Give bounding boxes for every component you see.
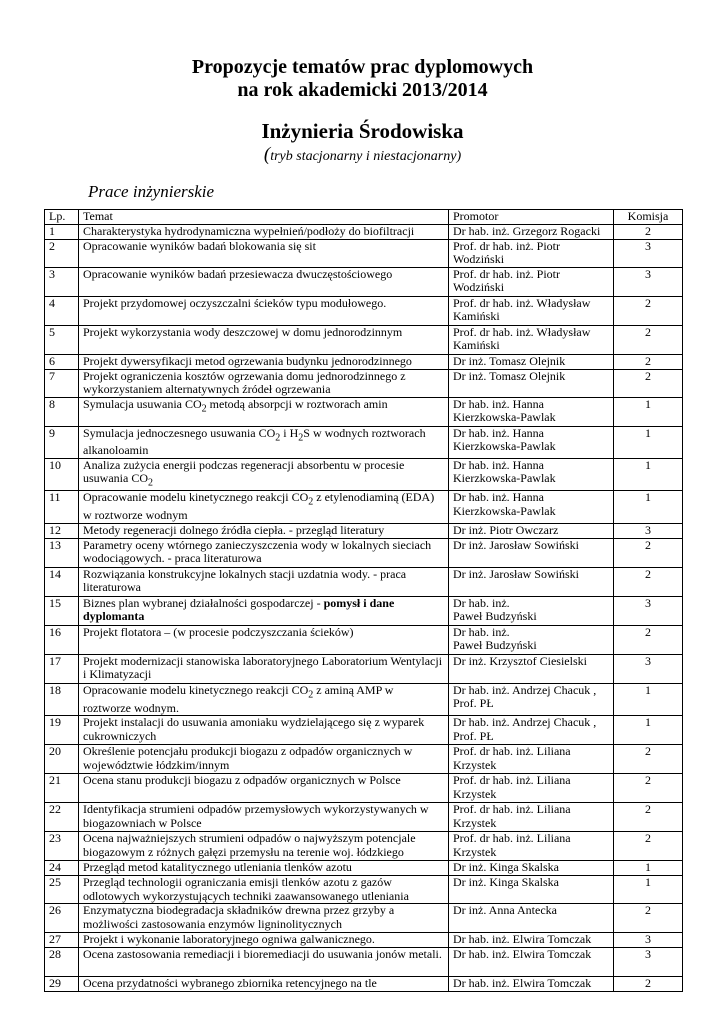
row-promoter: Prof. dr hab. inż. Liliana Krzystek: [449, 803, 614, 832]
row-topic: Projekt dywersyfikacji metod ogrzewania budynku jednorodzinnego: [79, 354, 449, 369]
row-topic: Opracowanie wyników badań przesiewacza dwuczęstościowego: [79, 267, 449, 296]
row-lp: 1: [45, 224, 79, 239]
row-promoter: Dr hab. inż. Grzegorz Rogacki: [449, 224, 614, 239]
row-committee: 2: [614, 904, 683, 933]
table-row: [45, 325, 683, 354]
row-lp: 28: [45, 948, 79, 977]
row-topic: Ocena zastosowania remediacji i bioremediacji do usuwania jonów metali.: [79, 948, 449, 977]
topic-part: i H: [280, 425, 299, 440]
table-row: [45, 933, 683, 948]
table-row: [45, 654, 683, 683]
row-topic: Projekt flotatora – (w procesie podczyszczania ścieków): [79, 625, 449, 654]
header-topic: Temat: [79, 210, 449, 225]
row-committee: 2: [614, 832, 683, 861]
promoter-line: Paweł Budzyński: [453, 609, 537, 624]
faculty-name: Inżynieria Środowiska: [261, 119, 464, 143]
table-header-row: [45, 210, 683, 225]
row-promoter: Dr hab. inż. Elwira Tomczak: [449, 933, 614, 948]
topic-subscript: 2: [308, 689, 314, 701]
topic-subscript: 2: [201, 402, 207, 414]
row-committee: 1: [614, 426, 683, 458]
row-committee: 2: [614, 538, 683, 567]
topic-part: Opracowanie modelu kinetycznego reakcji CO: [83, 490, 309, 505]
table-row: [45, 458, 683, 490]
row-promoter: Prof. dr hab. inż. Liliana Krzystek: [449, 745, 614, 774]
topic-bold-part: pomysł i dane dyplomanta: [83, 595, 395, 624]
row-promoter: Dr hab. inż. Elwira Tomczak: [449, 948, 614, 977]
row-lp: 21: [45, 774, 79, 803]
row-committee: 1: [614, 876, 683, 904]
row-topic: Metody regeneracji dolnego źródła ciepła. - przegląd literatury: [79, 523, 449, 538]
row-promoter: Prof. dr hab. inż. Piotr Wodziński: [449, 239, 614, 267]
promoter-line: Dr hab. inż.: [453, 595, 510, 610]
row-topic: Rozwiązania konstrukcyjne lokalnych stacji uzdatnia wody. - praca literaturowa: [79, 567, 449, 596]
row-lp: 12: [45, 523, 79, 538]
table-row: [45, 683, 683, 715]
row-promoter: Dr hab. inż. Hanna Kierzkowska-Pawlak: [449, 397, 614, 426]
row-committee: 2: [614, 354, 683, 369]
promoter-line: Dr hab. inż.: [453, 624, 510, 639]
row-committee: 2: [614, 745, 683, 774]
row-lp: 6: [45, 354, 79, 369]
topic-subscript: 2: [298, 431, 304, 443]
row-promoter: [449, 625, 614, 654]
table-row: [45, 296, 683, 325]
row-promoter: Prof. dr hab. inż. Władysław Kamiński: [449, 325, 614, 354]
table-row: [45, 716, 683, 745]
table-row: [45, 745, 683, 774]
topic-part: metodą absorpcji w roztworach amin: [206, 396, 388, 411]
row-lp: 20: [45, 745, 79, 774]
table-row: [45, 369, 683, 397]
table-row: [45, 354, 683, 369]
table-row: [45, 948, 683, 977]
row-promoter: Dr inż. Kinga Skalska: [449, 876, 614, 904]
row-lp: 2: [45, 239, 79, 267]
row-promoter: Dr hab. inż. Hanna Kierzkowska-Pawlak: [449, 491, 614, 523]
document-title-line1: Propozycje tematów prac dyplomowych: [191, 56, 534, 78]
row-topic: Projekt instalacji do usuwania amoniaku wydzielającego się z wyparek cukrowniczych: [79, 716, 449, 745]
row-lp: 4: [45, 296, 79, 325]
row-lp: 16: [45, 625, 79, 654]
row-committee: 2: [614, 625, 683, 654]
row-lp: 5: [45, 325, 79, 354]
row-topic: Ocena przydatności wybranego zbiornika retencyjnego na tle: [79, 977, 449, 992]
row-topic: Charakterystyka hydrodynamiczna wypełnień/podłoży do biofiltracji: [79, 224, 449, 239]
study-mode-paren: (: [263, 144, 271, 165]
topic-part: z aminą AMP w roztworze wodnym.: [83, 682, 394, 715]
row-lp: 7: [45, 369, 79, 397]
row-committee: 2: [614, 803, 683, 832]
row-promoter: Dr inż. Jarosław Sowiński: [449, 538, 614, 567]
row-topic: [79, 683, 449, 715]
table-row: [45, 239, 683, 267]
row-committee: 1: [614, 716, 683, 745]
row-promoter: Dr hab. inż. Elwira Tomczak: [449, 977, 614, 992]
document-title-line2: na rok akademicki 2013/2014: [237, 79, 488, 101]
row-lp: 17: [45, 654, 79, 683]
row-promoter: Dr inż. Piotr Owczarz: [449, 523, 614, 538]
row-lp: 8: [45, 397, 79, 426]
row-lp: 26: [45, 904, 79, 933]
row-topic: Przegląd metod katalitycznego utleniania tlenków azotu: [79, 861, 449, 876]
table-row: [45, 267, 683, 296]
topic-part: z etylenodiaminą (EDA) w roztworze wodnym: [83, 490, 435, 523]
topic-part: Opracowanie modelu kinetycznego reakcji CO: [83, 682, 309, 697]
row-promoter: Dr hab. inż. Andrzej Chacuk , Prof. PŁ: [449, 716, 614, 745]
row-committee: 2: [614, 774, 683, 803]
row-topic: Projekt ograniczenia kosztów ogrzewania domu jednorodzinnego z wykorzystaniem alternatywnych źródeł ogrzewania: [79, 369, 449, 397]
row-committee: 2: [614, 224, 683, 239]
table-row: [45, 803, 683, 832]
row-promoter: Prof. dr hab. inż. Piotr Wodziński: [449, 267, 614, 296]
row-committee: 2: [614, 977, 683, 992]
row-topic: Określenie potencjału produkcji biogazu z odpadów organicznych w województwie łódzkim/innym: [79, 745, 449, 774]
study-mode: [0, 146, 725, 166]
row-topic: [79, 491, 449, 523]
topic-part: Symulacja jednoczesnego usuwania CO: [83, 425, 276, 440]
row-promoter: Dr hab. inż. Andrzej Chacuk , Prof. PŁ: [449, 683, 614, 715]
header-committee: Komisja: [614, 210, 683, 225]
row-lp: 25: [45, 876, 79, 904]
topic-part: Biznes plan wybranej działalności gospodarczej -: [83, 595, 324, 610]
table-row: [45, 861, 683, 876]
row-promoter: Dr inż. Krzysztof Ciesielski: [449, 654, 614, 683]
row-promoter: Dr hab. inż. Hanna Kierzkowska-Pawlak: [449, 426, 614, 458]
table-row: [45, 224, 683, 239]
row-lp: 10: [45, 458, 79, 490]
row-promoter: Prof. dr hab. inż. Władysław Kamiński: [449, 296, 614, 325]
row-topic: [79, 397, 449, 426]
row-topic: Projekt wykorzystania wody deszczowej w domu jednorodzinnym: [79, 325, 449, 354]
table-row: [45, 426, 683, 458]
row-topic: [79, 458, 449, 490]
topic-part: S w wodnych roztworach alkanoloamin: [83, 425, 426, 458]
row-topic: Ocena stanu produkcji biogazu z odpadów organicznych w Polsce: [79, 774, 449, 803]
row-committee: 1: [614, 458, 683, 490]
row-committee: 3: [614, 267, 683, 296]
row-promoter: Prof. dr hab. inż. Liliana Krzystek: [449, 832, 614, 861]
topic-part: Analiza zużycia energii podczas regeneracji absorbentu w procesie usuwania CO: [83, 457, 405, 486]
row-promoter: Dr inż. Kinga Skalska: [449, 861, 614, 876]
table-row: [45, 491, 683, 523]
row-committee: 3: [614, 523, 683, 538]
row-topic: Projekt przydomowej oczyszczalni ścieków typu modułowego.: [79, 296, 449, 325]
row-lp: 9: [45, 426, 79, 458]
row-committee: 3: [614, 596, 683, 625]
row-promoter: Prof. dr hab. inż. Liliana Krzystek: [449, 774, 614, 803]
row-committee: 2: [614, 325, 683, 354]
row-topic: Enzymatyczna biodegradacja składników drewna przez grzyby a możliwości zastosowania enzymów ligninolitycznych: [79, 904, 449, 933]
study-mode-text: tryb stacjonarny i niestacjonarny): [270, 149, 462, 164]
row-topic: Identyfikacja strumieni odpadów przemysłowych wykorzystywanych w biogazowniach w Polsce: [79, 803, 449, 832]
row-committee: 2: [614, 296, 683, 325]
section-heading: Prace inżynierskie: [88, 182, 215, 201]
row-committee: 1: [614, 397, 683, 426]
row-committee: 3: [614, 654, 683, 683]
row-topic: Projekt i wykonanie laboratoryjnego ogniwa galwanicznego.: [79, 933, 449, 948]
row-lp: 18: [45, 683, 79, 715]
table-row: [45, 538, 683, 567]
table-row: [45, 904, 683, 933]
row-committee: 2: [614, 567, 683, 596]
table-row: [45, 596, 683, 625]
row-promoter: Dr inż. Tomasz Olejnik: [449, 354, 614, 369]
row-promoter: Dr inż. Jarosław Sowiński: [449, 567, 614, 596]
topics-table: [44, 209, 683, 992]
promoter-line: Paweł Budzyński: [453, 638, 537, 653]
row-committee: 1: [614, 861, 683, 876]
row-committee: 1: [614, 491, 683, 523]
row-topic: [79, 596, 449, 625]
row-topic: [79, 426, 449, 458]
row-promoter: [449, 596, 614, 625]
row-topic: Projekt modernizacji stanowiska laboratoryjnego Laboratorium Wentylacji i Klimatyzacji: [79, 654, 449, 683]
row-committee: 2: [614, 369, 683, 397]
table-row: [45, 774, 683, 803]
row-lp: 22: [45, 803, 79, 832]
row-committee: 3: [614, 239, 683, 267]
row-lp: 3: [45, 267, 79, 296]
row-lp: 15: [45, 596, 79, 625]
row-committee: 3: [614, 933, 683, 948]
row-promoter: Dr inż. Tomasz Olejnik: [449, 369, 614, 397]
row-lp: 19: [45, 716, 79, 745]
row-topic: Opracowanie wyników badań blokowania się sit: [79, 239, 449, 267]
table-row: [45, 625, 683, 654]
table-row: [45, 977, 683, 992]
row-promoter: Dr hab. inż. Hanna Kierzkowska-Pawlak: [449, 458, 614, 490]
topic-part: Symulacja usuwania CO: [83, 396, 202, 411]
topic-subscript: 2: [148, 477, 153, 489]
row-lp: 14: [45, 567, 79, 596]
header-lp: Lp.: [45, 210, 79, 225]
table-row: [45, 832, 683, 861]
row-lp: 23: [45, 832, 79, 861]
row-committee: 3: [614, 948, 683, 977]
row-committee: 1: [614, 683, 683, 715]
table-row: [45, 876, 683, 904]
row-lp: 13: [45, 538, 79, 567]
row-lp: 29: [45, 977, 79, 992]
table-row: [45, 523, 683, 538]
table-row: [45, 567, 683, 596]
header-promoter: Promotor: [449, 210, 614, 225]
row-lp: 11: [45, 491, 79, 523]
row-topic: Parametry oceny wtórnego zanieczyszczenia wody w lokalnych sieciach wodociągowych. - praca literaturowa: [79, 538, 449, 567]
row-topic: Przegląd technologii ograniczania emisji tlenków azotu z gazów odlotowych wykorzystujących techniki zaawansowanego utleniania: [79, 876, 449, 904]
topic-subscript: 2: [308, 496, 314, 508]
row-lp: 27: [45, 933, 79, 948]
table-row: [45, 397, 683, 426]
row-lp: 24: [45, 861, 79, 876]
row-promoter: Dr inż. Anna Antecka: [449, 904, 614, 933]
topic-subscript: 2: [275, 431, 281, 443]
row-topic: Ocena najważniejszych strumieni odpadów o najwyższym potencjale biogazowym z różnych gałęzi przemysłu na terenie woj. łódzkiego: [79, 832, 449, 861]
